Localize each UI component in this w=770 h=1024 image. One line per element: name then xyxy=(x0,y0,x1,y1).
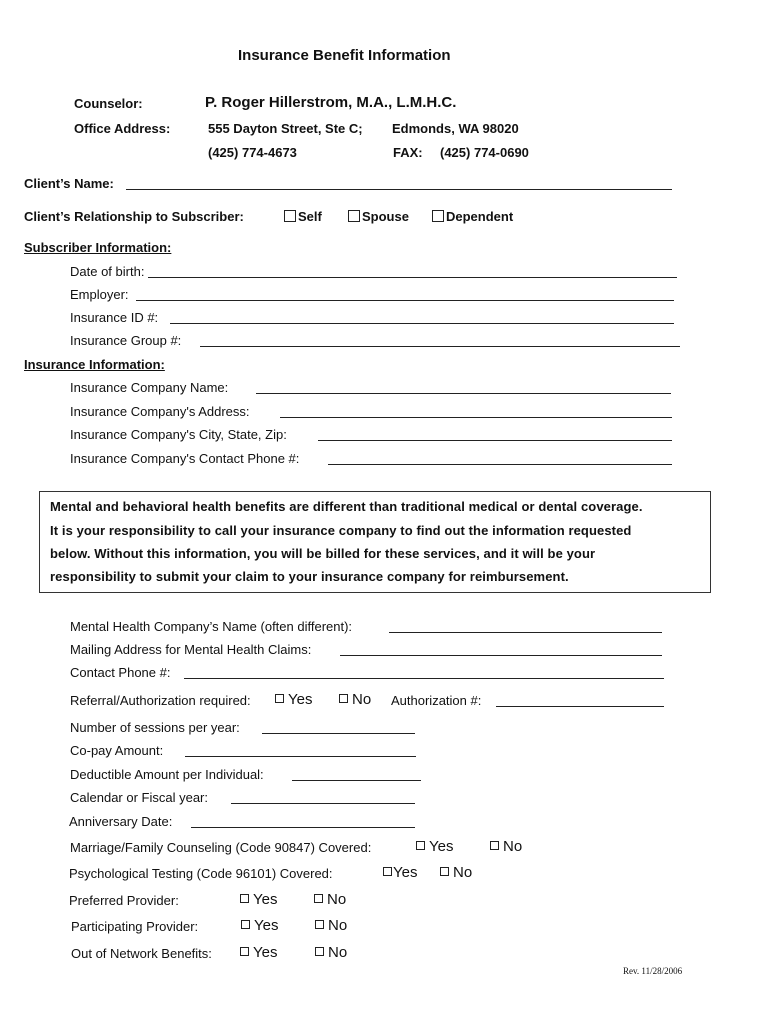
checkbox-icon[interactable] xyxy=(339,694,348,703)
checkbox-icon[interactable] xyxy=(314,894,323,903)
counselor-name: P. Roger Hillerstrom, M.A., L.M.H.C. xyxy=(205,94,457,111)
checkbox-icon[interactable] xyxy=(490,841,499,850)
fax-number: (425) 774-0690 xyxy=(440,145,529,160)
authorization-label: Authorization #: xyxy=(391,693,482,708)
company-address-label: Insurance Company's Address: xyxy=(70,404,250,419)
sessions-label: Number of sessions per year: xyxy=(70,720,240,735)
mh-company-field[interactable] xyxy=(389,632,662,633)
out-of-network-label: Out of Network Benefits: xyxy=(71,946,212,961)
company-city-field[interactable] xyxy=(318,440,672,441)
anniversary-field[interactable] xyxy=(191,827,415,828)
referral-yes[interactable]: Yes xyxy=(275,691,312,708)
preferred-no[interactable]: No xyxy=(314,891,346,908)
notice-line: Mental and behavioral health benefits are different than traditional medical or dental coverage. xyxy=(50,499,643,514)
subscriber-heading: Subscriber Information: xyxy=(24,240,172,255)
office-phone: (425) 774-4673 xyxy=(208,145,297,160)
out-of-network-no[interactable]: No xyxy=(315,944,347,961)
notice-line: below. Without this information, you will be billed for these services, and it will be your xyxy=(50,546,596,561)
notice-line: responsibility to submit your claim to your insurance company for reimbursement. xyxy=(50,569,569,584)
option-dependent[interactable]: Dependent xyxy=(432,209,513,224)
employer-field[interactable] xyxy=(136,300,674,301)
checkbox-icon[interactable] xyxy=(315,947,324,956)
notice-box xyxy=(39,491,711,593)
marriage-yes[interactable]: Yes xyxy=(416,838,453,855)
checkbox-icon[interactable] xyxy=(240,894,249,903)
company-address-field[interactable] xyxy=(280,417,672,418)
marriage-label: Marriage/Family Counseling (Code 90847) Covered: xyxy=(70,840,372,855)
checkbox-icon[interactable] xyxy=(432,210,444,222)
preferred-yes[interactable]: Yes xyxy=(240,891,277,908)
participating-no[interactable]: No xyxy=(315,917,347,934)
sessions-field[interactable] xyxy=(262,733,415,734)
insurance-group-label: Insurance Group #: xyxy=(70,333,182,348)
dob-label: Date of birth: xyxy=(70,264,145,279)
checkbox-icon[interactable] xyxy=(240,947,249,956)
psych-yes[interactable]: Yes xyxy=(383,864,417,881)
mh-phone-field[interactable] xyxy=(184,678,664,679)
deductible-field[interactable] xyxy=(292,780,421,781)
anniversary-label: Anniversary Date: xyxy=(69,814,173,829)
fax-label: FAX: xyxy=(393,145,423,160)
insurance-heading: Insurance Information: xyxy=(24,357,165,372)
checkbox-icon[interactable] xyxy=(284,210,296,222)
dob-field[interactable] xyxy=(148,277,677,278)
company-phone-field[interactable] xyxy=(328,464,672,465)
insurance-group-field[interactable] xyxy=(200,346,680,347)
calendar-field[interactable] xyxy=(231,803,415,804)
calendar-label: Calendar or Fiscal year: xyxy=(70,790,208,805)
client-name-field[interactable] xyxy=(126,189,672,190)
checkbox-icon[interactable] xyxy=(440,867,449,876)
copay-label: Co-pay Amount: xyxy=(70,743,164,758)
psych-no[interactable]: No xyxy=(440,864,472,881)
checkbox-icon[interactable] xyxy=(275,694,284,703)
office-city: Edmonds, WA 98020 xyxy=(392,121,519,136)
authorization-field[interactable] xyxy=(496,706,664,707)
office-address-label: Office Address: xyxy=(74,121,171,136)
preferred-label: Preferred Provider: xyxy=(69,893,179,908)
revision-date: Rev. 11/28/2006 xyxy=(623,966,683,976)
psych-label: Psychological Testing (Code 96101) Covered: xyxy=(69,866,333,881)
option-self[interactable]: Self xyxy=(284,209,322,224)
checkbox-icon[interactable] xyxy=(416,841,425,850)
checkbox-icon[interactable] xyxy=(241,920,250,929)
checkbox-icon[interactable] xyxy=(348,210,360,222)
option-spouse[interactable]: Spouse xyxy=(348,209,409,224)
employer-label: Employer: xyxy=(70,287,129,302)
notice-line: It is your responsibility to call your insurance company to find out the information requested xyxy=(50,523,632,538)
copay-field[interactable] xyxy=(185,756,416,757)
referral-no[interactable]: No xyxy=(339,691,371,708)
company-name-field[interactable] xyxy=(256,393,671,394)
participating-label: Participating Provider: xyxy=(71,919,199,934)
counselor-label: Counselor: xyxy=(74,96,143,111)
mh-mailing-field[interactable] xyxy=(340,655,662,656)
referral-label: Referral/Authorization required: xyxy=(70,693,251,708)
mh-phone-label: Contact Phone #: xyxy=(70,665,171,680)
checkbox-icon[interactable] xyxy=(383,867,392,876)
client-name-label: Client’s Name: xyxy=(24,176,114,191)
participating-yes[interactable]: Yes xyxy=(241,917,278,934)
out-of-network-yes[interactable]: Yes xyxy=(240,944,277,961)
company-name-label: Insurance Company Name: xyxy=(70,380,229,395)
insurance-id-label: Insurance ID #: xyxy=(70,310,159,325)
insurance-id-field[interactable] xyxy=(170,323,674,324)
deductible-label: Deductible Amount per Individual: xyxy=(70,767,264,782)
company-phone-label: Insurance Company's Contact Phone #: xyxy=(70,451,300,466)
page-title: Insurance Benefit Information xyxy=(238,47,451,64)
relationship-label: Client’s Relationship to Subscriber: xyxy=(24,209,244,224)
mh-company-label: Mental Health Company’s Name (often different): xyxy=(70,619,353,634)
company-city-label: Insurance Company's City, State, Zip: xyxy=(70,427,287,442)
checkbox-icon[interactable] xyxy=(315,920,324,929)
mh-mailing-label: Mailing Address for Mental Health Claims: xyxy=(70,642,312,657)
marriage-no[interactable]: No xyxy=(490,838,522,855)
office-street: 555 Dayton Street, Ste C; xyxy=(208,121,363,136)
